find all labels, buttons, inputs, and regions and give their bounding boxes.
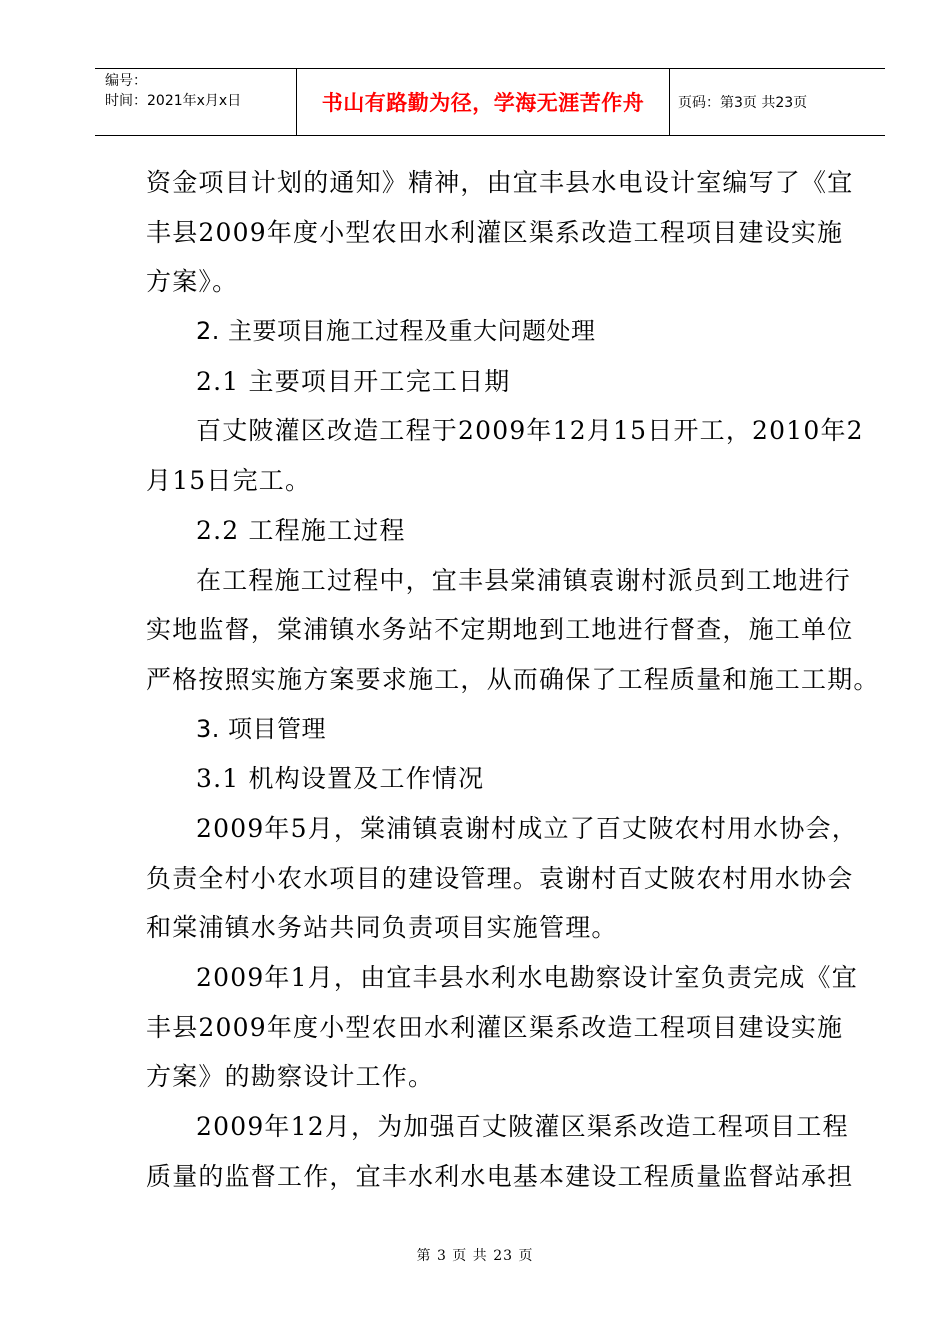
paragraph-line: 方案》的勘察设计工作。 — [146, 1062, 435, 1092]
paragraph-line: 2009年5月，棠浦镇袁谢村成立了百丈陂农村用水协会， — [196, 813, 858, 843]
paragraph-line: 2009年12月，为加强百丈陂灌区渠系改造工程项目工程 — [196, 1112, 849, 1142]
subsection-heading: 2.1 主要项目开工完工日期 — [196, 366, 511, 396]
time-label: 时间：2021年x月x日 — [105, 93, 242, 109]
subsection-heading: 3.1 机构设置及工作情况 — [196, 764, 485, 794]
paragraph-line: 丰县2009年度小型农田水利灌区渠系改造工程项目建设实施 — [146, 1012, 844, 1042]
paragraph-line: 实地监督，棠浦镇水务站不定期地到工地进行督查，施工单位 — [146, 615, 854, 645]
paragraph-line: 方案》。 — [146, 267, 239, 297]
paragraph-line: 资金项目计划的通知》精神，由宜丰县水电设计室编写了《宜 — [146, 168, 854, 197]
paragraph-line: 2009年1月，由宜丰县水利水电勘察设计室负责完成《宜 — [196, 963, 858, 992]
paragraph-line: 在工程施工过程中，宜丰县棠浦镇袁谢村派员到工地进行 — [196, 565, 852, 595]
section-heading: 2. 主要项目施工过程及重大问题处理 — [196, 317, 596, 346]
paragraph-line: 月15日完工。 — [146, 466, 312, 496]
paragraph-line: 严格按照实施方案要求施工，从而确保了工程质量和施工工期。 — [146, 664, 880, 694]
header-page-info: 页码：第3页 共23页 — [678, 95, 808, 111]
subsection-heading: 2.2 工程施工过程 — [196, 515, 406, 545]
paragraph-line: 丰县2009年度小型农田水利灌区渠系改造工程项目建设实施 — [146, 217, 844, 247]
paragraph-line: 负责全村小农水项目的建设管理。袁谢村百丈陂农村用水协会 — [146, 863, 854, 893]
paragraph-line: 百丈陂灌区改造工程于2009年12月15日开工，2010年2 — [196, 416, 864, 446]
page-header — [95, 68, 885, 136]
page-footer: 第 3 页 共 23 页 — [416, 1248, 534, 1264]
section-heading: 3. 项目管理 — [196, 714, 327, 743]
document-body — [146, 158, 880, 1201]
paragraph-line: 质量的监督工作，宜丰水利水电基本建设工程质量监督站承担 — [146, 1161, 854, 1191]
serial-label: 编号： — [105, 73, 147, 89]
header-meta — [95, 69, 297, 135]
paragraph-line: 和棠浦镇水务站共同负责项目实施管理。 — [146, 913, 618, 943]
header-motto: 书山有路勤为径，学海无涯苦作舟 — [297, 69, 670, 135]
